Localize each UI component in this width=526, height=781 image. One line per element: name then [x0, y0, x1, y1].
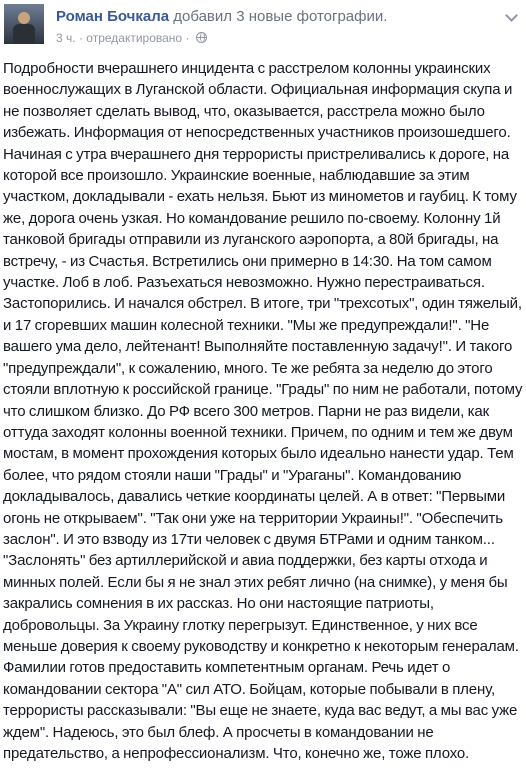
chevron-down-icon[interactable] [504, 10, 518, 24]
edited-link[interactable]: отредактировано [86, 30, 183, 45]
meta-separator: · [78, 30, 83, 45]
author-name-link[interactable]: Роман Бочкала [56, 8, 170, 25]
post-body-text: Подробности вчерашнего инцидента с расстрелом колонны украинских военнослужащих в Луганской области. Официальная информация скупа и не позволяет сделать вывод, что, оказывается, расстрела можно было избежать. Информация от непосредственных участников произошедшего. Начиная с утра вчерашнего дня террористы пристреливались к дороге, на которой все произошло. Украинские военные, наблюдавшие за этим участком, докладывали - ехать нельзя. Бьют из минометов и гаубиц. К тому же, дорога очень узкая. Но командование решило по-своему. Колонну 1й танковой бригады отправили из луганского аэропорта, а 80й бригады, на встречу, - из Счастья. Встретились они примерно в 14:30. На том самом участке. Лоб в лоб. Разъехаться невозможно. Нужно перестраиваться. Застопорились. И начался обстрел. В итоге, три "трехсотых", один тяжелый, и 17 сгоревших машин колесной техники. "Мы же предупреждали!". "Не вашего ума дело, лейтенант! Выполняйте поставленную задачу!". И такого "предупреждали", к сожалению, много. Те же ребята за неделю до этого стояли вплотную к российской границе. "Грады" по ним не работали, потому что слишком близко. До РФ всего 300 метров. Парни не раз видели, как оттуда заходят колонны военной техники. Причем, по одним и тем же двум мостам, в момент прохождения которых было идеально нанести удар. Тем более, что рядом стояли наши "Грады" и "Ураганы". Командованию докладывалось, давались четкие координаты целей. А в ответ: "Первыми огонь не открываем". "Так они уже на территории Украины!". "Обеспечить заслон". И это взводу из 17ти человек с двумя БТРами и одним танком... "Заслонять" без артиллерийской и авиа поддержки, без карты отхода и минных полей. Если бы я не знал этих ребят лично (на снимке), у меня бы закрались сомнения в их рассказ. Но они настоящие патриоты, добровольцы. За Украину глотку перегрызут. Единственное, у них все меньше доверия к своему руководству и конкретно к некоторым генералам. Фамилии готов предоставить компетентным органам. Речь идет о командовании сектора "А" сил АТО. Бойцам, которые побывали в плену, террористы рассказывали: "Вы еще не знаете, куда вас ведут, а мы вас уже ждем". Надеюсь, это был блеф. А просчеты в командовании не предательство, а непрофессионализм. Что, конечно же, тоже плохо. [3, 60, 523, 762]
post-meta [56, 30, 207, 45]
post-headline [56, 8, 387, 25]
post-action-text: добавил 3 новые фотографии. [173, 8, 388, 25]
meta-separator-2: · [185, 30, 190, 45]
avatar-figure-body [13, 24, 35, 44]
avatar-figure-head [18, 12, 30, 24]
post-timestamp-link[interactable]: 3 ч. [56, 30, 76, 45]
globe-icon[interactable] [196, 32, 207, 43]
post-header [0, 0, 526, 50]
avatar[interactable] [4, 4, 44, 44]
